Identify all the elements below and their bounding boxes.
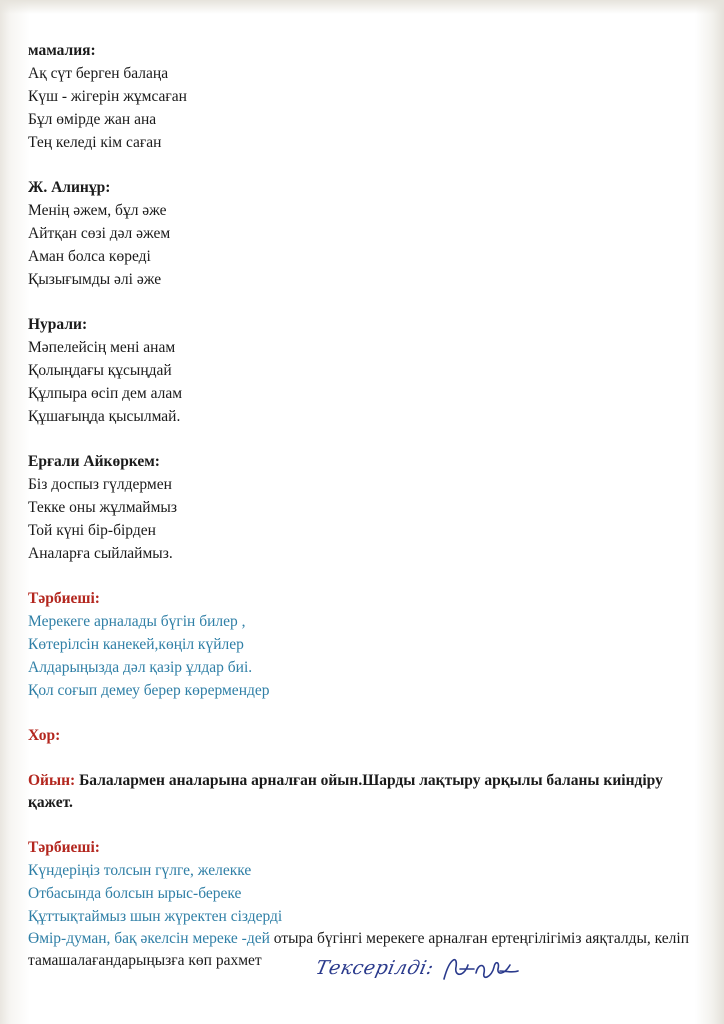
verse-line: Мерекеге арналады бүгін билер , — [28, 613, 246, 630]
verse-line: Құлпыра өсіп дем алам — [28, 385, 183, 402]
verse-line: Күндеріңіз толсын гүлге, желекке — [28, 862, 252, 879]
verse-line: Той күні бір-бірден — [28, 522, 156, 539]
verse-line: Күш - жігерін жұмсаған — [28, 88, 187, 105]
verse-line: Айтқан сөзі дәл әжем — [28, 225, 171, 242]
stanza-4 — [28, 451, 718, 565]
verse-line: Қол соғып демеу берер көрермендер — [28, 682, 270, 699]
verse-line: Аман болса көреді — [28, 248, 151, 265]
choir-label: Хор: — [28, 727, 61, 744]
verse-line: Құшағыңда қысылмай. — [28, 408, 181, 425]
handwritten-signature — [440, 951, 520, 985]
game-text: Балалармен аналарына арналған ойын.Шарды лақтыру арқылы баланы киіндіру қажет. — [28, 772, 663, 811]
verse-line: Қызығымды әлі әже — [28, 271, 162, 288]
stanza-3 — [28, 314, 718, 428]
signature-area — [313, 948, 576, 988]
verse-line: Құттықтаймыз шын жүректен сіздерді — [28, 908, 283, 925]
verse-line: Алдарыңызда дәл қазір ұлдар биі. — [28, 659, 253, 676]
checked-label: Тексерілді: — [313, 957, 436, 979]
script-content — [28, 40, 718, 972]
game-instruction — [28, 770, 708, 814]
speaker-name: Ерғали Айкөркем: — [28, 453, 160, 470]
teacher-label: Тәрбиеші: — [28, 839, 100, 856]
speaker-name: Нурали: — [28, 316, 88, 333]
teacher-label: Тәрбиеші: — [28, 590, 100, 607]
verse-line: Текке оны жұлмаймыз — [28, 499, 177, 516]
verse-line: Бұл өмірде жан ана — [28, 111, 157, 128]
game-label: Ойын: — [28, 772, 76, 789]
speaker-name: Ж. Алинұр: — [28, 179, 111, 196]
verse-line: Біз доспыз гүлдермен — [28, 476, 172, 493]
verse-line: Ақ сүт берген балаңа — [28, 65, 169, 82]
verse-line: Көтерілсін канекей,көңіл күйлер — [28, 636, 244, 653]
verse-line: Отбасында болсын ырыс-береке — [28, 885, 242, 902]
speaker-name: мамалия: — [28, 42, 96, 59]
verse-line: Тең келеді кім саған — [28, 134, 162, 151]
verse-line: Мәпелейсің мені анам — [28, 339, 176, 356]
stanza-2 — [28, 177, 718, 291]
verse-line: Аналарға сыйлаймыз. — [28, 545, 173, 562]
verse-line: Қолыңдағы құсыңдай — [28, 362, 172, 379]
teacher-stanza-1 — [28, 588, 718, 702]
closing-blue-text: Өмір-думан, бақ әкелсін мереке -дей — [28, 930, 270, 947]
verse-line: Менің әжем, бұл әже — [28, 202, 167, 219]
stanza-1 — [28, 40, 718, 154]
closing-black-text: отыра бүгінгі мерекеге арналған ертеңгілігіміз аяқталды, келіп тамашалағандарыңызға көп рахмет — [28, 930, 689, 969]
